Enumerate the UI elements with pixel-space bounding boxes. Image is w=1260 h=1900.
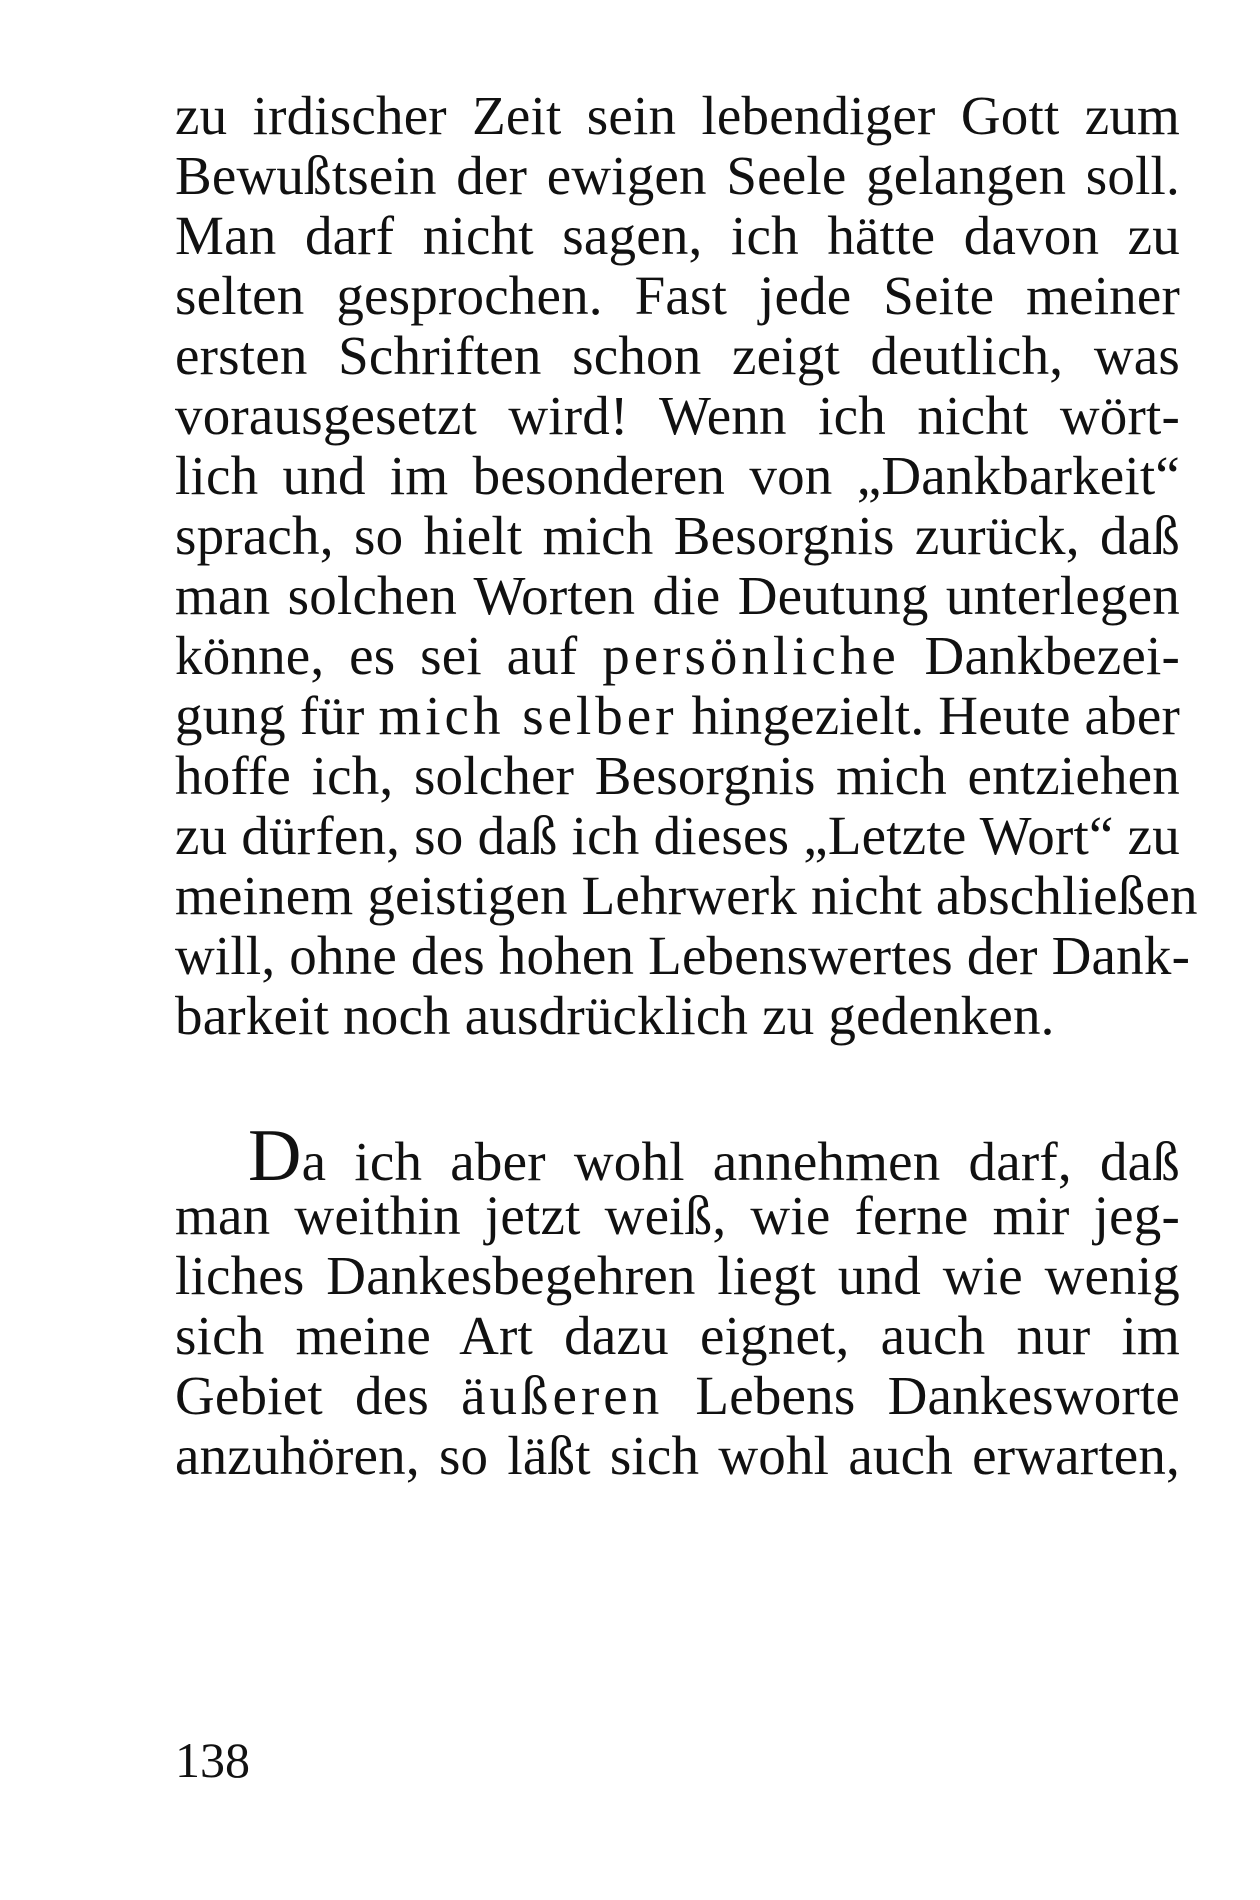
emphasized-text: mich selber [378, 685, 678, 746]
text-line: Man darf nicht sagen, ich hätte davon zu [175, 205, 1180, 266]
text-line: sprach, so hielt mich Besorgnis zurück, daß [175, 505, 1180, 566]
text-segment: hingezielt. Heute aber [677, 685, 1180, 746]
text-segment: gung für [175, 685, 379, 746]
text-line: meinem geistigen Lehrwerk nicht abschließen [175, 865, 1198, 926]
text-segment: Gebiet des [175, 1365, 462, 1426]
text-line: barkeit noch ausdrücklich zu gedenken. [175, 985, 1055, 1046]
text-line: zu irdischer Zeit sein lebendiger Gott zum [175, 85, 1180, 146]
text-line: selten gesprochen. Fast jede Seite meiner [175, 265, 1180, 326]
text-line: will, ohne des hohen Lebenswertes der Dank- [175, 925, 1191, 986]
text-line: vorausgesetzt wird! Wenn ich nicht wört- [175, 385, 1180, 446]
text-line: lich und im besonderen von „Dankbarkeit“ [175, 445, 1180, 506]
text-line: zu dürfen, so daß ich dieses „Letzte Wort“ zu [175, 805, 1180, 866]
emphasized-text: persönliche [602, 625, 900, 686]
text-line: sich meine Art dazu eignet, auch nur im [175, 1305, 1180, 1366]
text-line: ersten Schriften schon zeigt deutlich, was [175, 325, 1180, 386]
text-line: hoffe ich, solcher Besorgnis mich entziehen [175, 745, 1180, 806]
text-segment: Dankbezei- [899, 625, 1180, 686]
text-line: Bewußtsein der ewigen Seele gelangen soll. [175, 145, 1180, 206]
text-line: man solchen Worten die Deutung unterlegen [175, 565, 1180, 626]
text-line: liches Dankesbegehren liegt und wie wenig [175, 1245, 1180, 1306]
emphasized-text: äußeren [461, 1365, 664, 1426]
text-line: man weithin jetzt weiß, wie ferne mir jeg- [175, 1185, 1180, 1246]
text-segment: könne, es sei auf [175, 625, 603, 686]
text-segment: a ich aber wohl annehmen darf, daß [301, 1131, 1180, 1192]
page-number: 138 [175, 1732, 250, 1788]
text-line: anzuhören, so läßt sich wohl auch erwarten, [175, 1425, 1180, 1486]
text-segment: Lebens Dankesworte [663, 1365, 1181, 1426]
drop-cap: D [248, 1115, 302, 1197]
